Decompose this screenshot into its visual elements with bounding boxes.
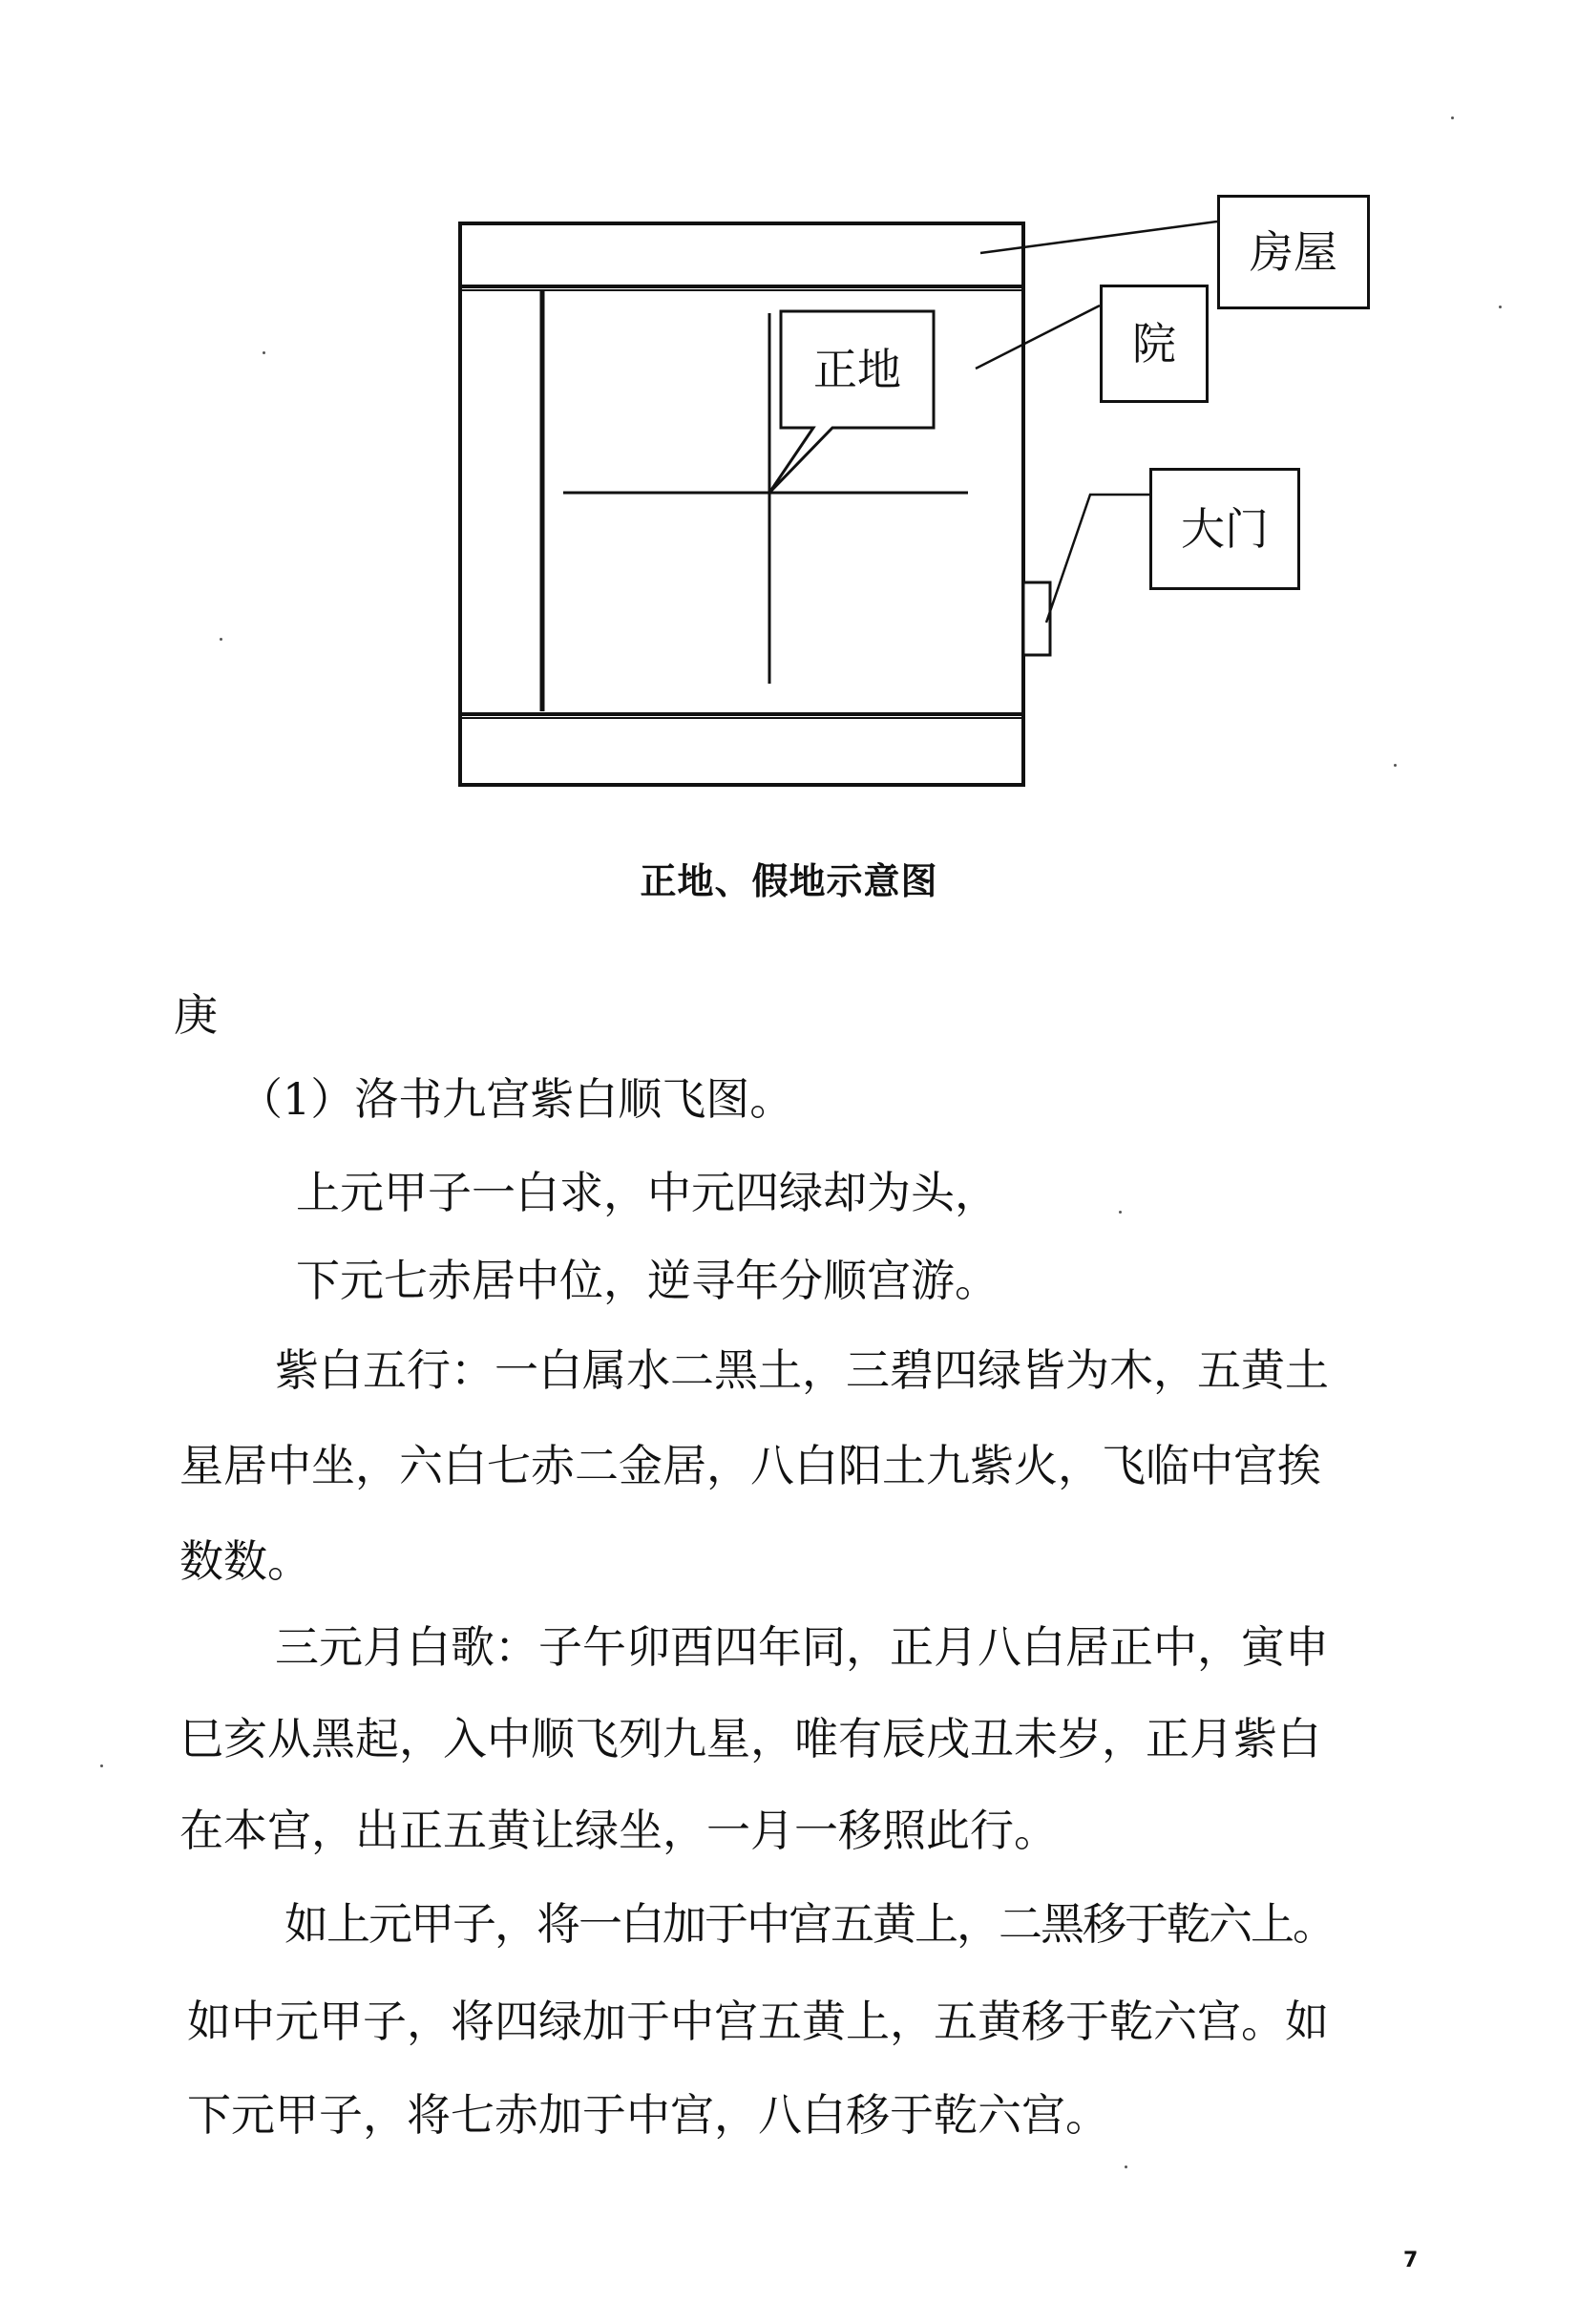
- scan-speck: [220, 638, 222, 641]
- section-heading: 庚: [174, 989, 218, 1041]
- para2-line-3: 在本宫，出正五黄让绿坐，一月一移照此行。: [179, 1805, 1058, 1856]
- page-number: 7: [1403, 2249, 1419, 2272]
- scan-speck: [100, 1764, 103, 1767]
- scan-speck: [1119, 1211, 1122, 1214]
- scan-speck: [1125, 2166, 1127, 2168]
- gate-label: [1149, 468, 1300, 590]
- para1-line-3: 数数。: [179, 1535, 311, 1587]
- gate-label-text: 大门: [1181, 503, 1269, 555]
- para3-line-3: 下元甲子，将七赤加于中宫，八白移于乾六宫。: [187, 2089, 1109, 2141]
- yard-leader-line: [976, 306, 1100, 369]
- yard-label: [1100, 285, 1209, 403]
- site-diagram-drawing: [0, 0, 1578, 859]
- site-diagram: [0, 0, 1578, 859]
- scan-speck: [1499, 306, 1502, 308]
- verse-line-1: 上元甲子一白求，中元四绿却为头，: [296, 1167, 999, 1218]
- house-leader-line: [980, 222, 1217, 253]
- yard-label-text: 院: [1132, 318, 1176, 370]
- para2-line-2: 巳亥从黑起，入中顺飞列九星，唯有辰戌丑未岁，正月紫白: [179, 1713, 1321, 1764]
- para3-line-2: 如中元甲子，将四绿加于中宫五黄上，五黄移于乾六宫。如: [187, 1996, 1329, 2047]
- gate-leader-line: [1046, 495, 1149, 623]
- item-1: （1）洛书九宫紫白顺飞图。: [239, 1073, 794, 1125]
- verse-line-2: 下元七赤居中位，逆寻年分顺宫游。: [296, 1255, 999, 1306]
- scan-speck: [1394, 764, 1397, 767]
- para2-line-1: 三元月白歌：子午卯酉四年同，正月八白居正中，寅申: [275, 1621, 1329, 1673]
- house-label-text: 房屋: [1250, 226, 1337, 278]
- scan-speck: [1451, 116, 1454, 119]
- scan-speck: [263, 351, 265, 354]
- gate-shape: [1023, 582, 1050, 655]
- house-label: [1217, 195, 1370, 309]
- true-ground-label: [781, 311, 934, 428]
- para1-line-1: 紫白五行：一白属水二黑土，三碧四绿皆为木，五黄土: [275, 1344, 1329, 1396]
- para3-line-1: 如上元甲子，将一白加于中宫五黄上，二黑移于乾六上。: [284, 1898, 1335, 1950]
- figure-caption: 正地、假地示意图: [640, 860, 938, 902]
- para1-line-2: 星居中坐，六白七赤二金居，八白阳土九紫火，飞临中宫挨: [179, 1440, 1321, 1491]
- true-ground-label-text: 正地: [813, 344, 901, 395]
